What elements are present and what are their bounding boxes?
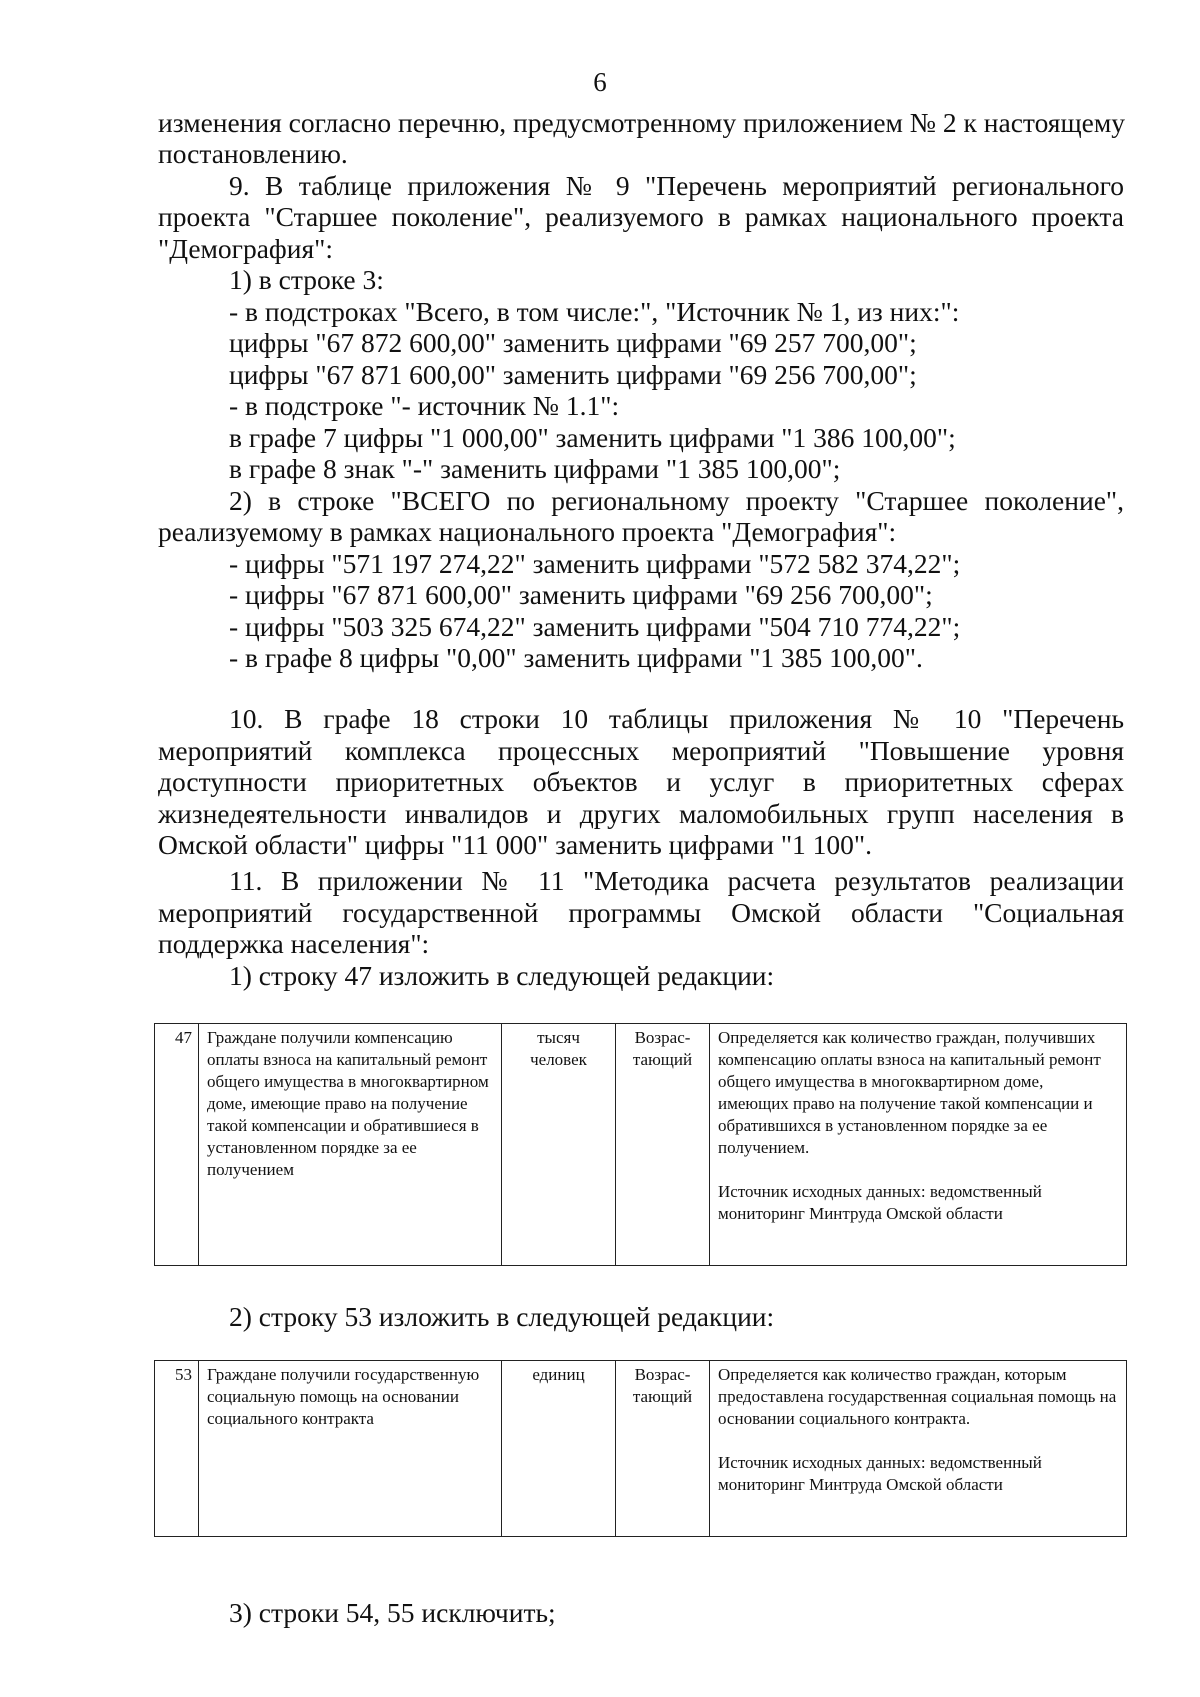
paragraph-line: в графе 7 цифры "1 000,00" заменить цифрами "1 386 100,00"; [229,422,956,453]
indicator-name: Граждане получили компенсацию оплаты взноса на капитальный ремонт общего имущества в многоквартирном доме, имеющие право на получение такой компенсации и обратившиеся в установленном порядке за ее получением [199,1024,502,1266]
paragraph-line: - в подстроках "Всего, в том числе:", "Источник № 1, из них:": [229,296,960,327]
paragraph-line: 10. В графе 18 строки 10 таблицы приложения № 10 "Перечень [229,703,1124,734]
indicator-name: Граждане получили государственную социальную помощь на основании социального контракта [199,1361,502,1537]
paragraph-line: изменения согласно перечню, предусмотренному приложением № 2 к настоящему [158,107,1125,138]
paragraph-line: 3) строки 54, 55 исключить; [229,1597,556,1628]
paragraph-line: 1) строку 47 изложить в следующей редакции: [229,960,775,991]
paragraph-line: цифры "67 871 600,00" заменить цифрами "69 256 700,00"; [229,359,917,390]
calculation-method [710,1024,1127,1266]
method-text: Определяется как количество граждан, которым предоставлена государственная социальная помощь на основании социального контракта. [718,1365,1117,1428]
paragraph-line: доступности приоритетных объектов и услуг в приоритетных сферах [158,766,1124,797]
calculation-method [710,1361,1127,1537]
data-source: Источник исходных данных: ведомственный мониторинг Минтруда Омской области [718,1182,1042,1223]
paragraph-line: поддержка населения": [158,928,430,959]
unit-of-measure: тысяч человек [502,1024,616,1266]
paragraph-line: 2) строку 53 изложить в следующей редакции: [229,1301,775,1332]
unit-of-measure: единиц [502,1361,616,1537]
paragraph-line: 2) в строке "ВСЕГО по региональному проекту "Старшее поколение", [229,485,1124,516]
paragraph-line: - цифры "571 197 274,22" заменить цифрами "572 582 374,22"; [229,548,961,579]
page-number: 6 [593,67,607,97]
paragraph-line: - в подстроке "- источник № 1.1": [229,390,620,421]
paragraph-line: 11. В приложении № 11 "Методика расчета результатов реализации [229,865,1124,896]
paragraph-line: реализуемому в рамках национального проекта "Демография": [158,516,897,547]
row-number: 53 [155,1361,199,1537]
method-text: Определяется как количество граждан, получивших компенсацию оплаты взноса на капитальный ремонт общего имущества в многоквартирном доме, имеющих право на получение такой компенсации и обратившихся в установленном порядке за ее получением. [718,1028,1101,1157]
paragraph-line: - цифры "67 871 600,00" заменить цифрами "69 256 700,00"; [229,579,933,610]
paragraph-line: цифры "67 872 600,00" заменить цифрами "69 257 700,00"; [229,327,917,358]
paragraph-line: мероприятий комплекса процессных мероприятий "Повышение уровня [158,735,1124,766]
paragraph-line: - в графе 8 цифры "0,00" заменить цифрами "1 385 100,00". [229,642,923,673]
row-number: 47 [155,1024,199,1266]
paragraph-line: - цифры "503 325 674,22" заменить цифрами "504 710 774,22"; [229,611,961,642]
edition-table-row-47 [154,1023,1127,1266]
paragraph-line: 9. В таблице приложения № 9 "Перечень мероприятий регионального [229,170,1124,201]
trend: Возрас-тающий [616,1024,710,1266]
paragraph-line: постановлению. [158,138,348,169]
edition-table-row-53 [154,1360,1127,1537]
paragraph-line: жизнедеятельности инвалидов и других маломобильных групп населения в [158,798,1124,829]
paragraph-line: 1) в строке 3: [229,264,384,295]
paragraph-line: в графе 8 знак "-" заменить цифрами "1 385 100,00"; [229,453,841,484]
table-row [155,1024,1127,1266]
paragraph-line: "Демография": [158,233,333,264]
table-row [155,1361,1127,1537]
data-source: Источник исходных данных: ведомственный мониторинг Минтруда Омской области [718,1453,1042,1494]
trend: Возрас-тающий [616,1361,710,1537]
paragraph-line: Омской области" цифры "11 000" заменить цифрами "1 100". [158,829,873,860]
paragraph-line: мероприятий государственной программы Омской области "Социальная [158,897,1124,928]
paragraph-line: проекта "Старшее поколение", реализуемого в рамках национального проекта [158,201,1124,232]
